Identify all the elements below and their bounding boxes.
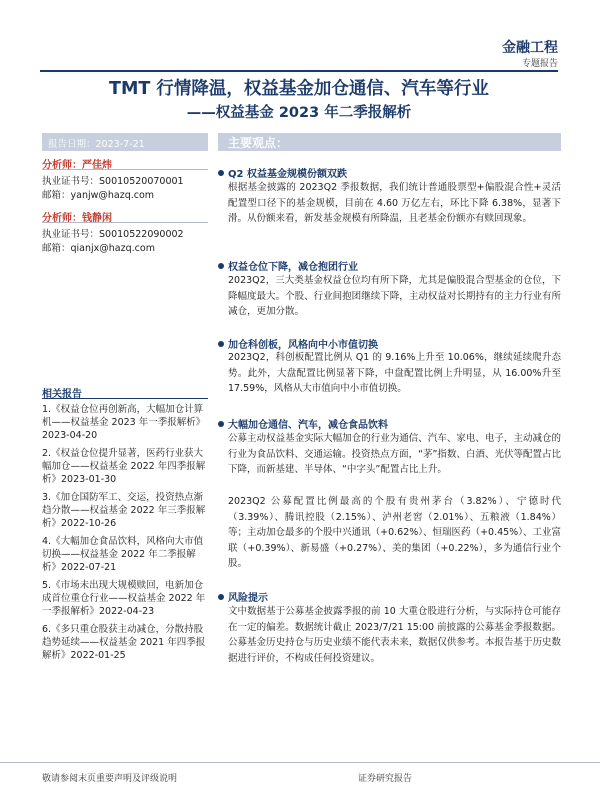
- section-body: 文中数据基于公募基金披露季报的前 10 大重仓股进行分析，与实际持仓可能存在一定的偏差。数据统计截止 2023/7/21 15:00 前披露的公募基金季报数据。公募基金历史持仓与历史业绩不能代表未来，数据仅供参考。本报告基于历史数据进行评价，不构成任何投资建议。: [228, 606, 561, 664]
- section-body: 2023Q2 公募配置比例最高的个股有贵州茅台（3.82%）、宁德时代（3.39%）、腾讯控股（2.15%）、泸州老窖（2.01%）、五粮液（1.84%）等；主动加仓最多的个股中兴通讯（+0.62%）、恒瑞医药（+0.45%）、工业富联（+0.39%）、新易盛（+0.27%）、美的集团（+0.22%），多为通信行业个股。: [228, 496, 561, 569]
- bullet-icon: [218, 263, 224, 269]
- related-report-item[interactable]: 5.《市场未出现大规模赎回，电新加仓成首位重仓行业——权益基金 2022 年一季报解析》2022-04-23: [42, 580, 206, 617]
- related-report-item[interactable]: 6.《多只重仓股获主动减仓，分散持股趋势延续——权益基金 2021 年四季报解析》2022-01-25: [42, 624, 206, 661]
- report-date-bar: [42, 133, 208, 151]
- section-heading: 加仓科创板，风格向中小市值切换: [218, 336, 378, 351]
- key-points-label: 主要观点：: [228, 136, 289, 150]
- footer-label: 证券研究报告: [358, 774, 413, 784]
- header-divider: [40, 70, 558, 72]
- footer-disclaimer: 敬请参阅末页重要声明及评级说明: [42, 774, 178, 784]
- section-body: 2023Q2，科创板配置比例从 Q1 的 9.16%上升至 10.06%，继续延续爬升态势。此外，大盘配置比例显著下降，中盘配置比例上升明显，从 16.00%升至 17.59%，风格从大市值向中小市值切换。: [228, 352, 561, 394]
- related-reports-title: 相关报告: [42, 389, 82, 400]
- footer-divider: [0, 762, 600, 763]
- related-report-item[interactable]: 2.《权益仓位提升显著，医药行业获大幅加仓——权益基金 2022 年四季报解析》2023-01-30: [42, 448, 206, 485]
- section-body: 2023Q2，三大类基金权益仓位均有所下降，尤其是偏股混合型基金的仓位，下降幅度最大。个股、行业间抱团继续下降，主动权益对长期持有的主力行业有所减仓，更加分散。: [228, 275, 561, 317]
- section-heading: Q2 权益基金规模份额双跌: [218, 165, 347, 180]
- analyst-cert: 执业证书号：S0010520070001: [42, 176, 184, 187]
- analyst-divider: [42, 222, 208, 223]
- related-report-item[interactable]: 1.《权益仓位再创新高，大幅加仓计算机——权益基金 2023 年一季报解析》2023-04-20: [42, 404, 206, 441]
- section-heading: 大幅加仓通信、汽车，减仓食品饮料: [218, 416, 388, 431]
- bullet-icon: [218, 594, 224, 600]
- related-reports-divider: [42, 398, 208, 399]
- analyst-email[interactable]: 邮箱：yanjw@hazq.com: [42, 190, 155, 201]
- key-points-bar: [218, 133, 561, 151]
- analyst-cert: 执业证书号：S0010522090002: [42, 229, 184, 240]
- analyst-email[interactable]: 邮箱：qianjx@hazq.com: [42, 243, 155, 254]
- section-heading: 风险提示: [218, 589, 268, 604]
- report-date: 报告日期：2023-7-21: [48, 139, 145, 150]
- section-heading: 权益仓位下降，减仓抱团行业: [218, 258, 358, 273]
- analyst-divider: [42, 169, 208, 170]
- related-report-item[interactable]: 3.《加仓国防军工、交运，投资热点渐趋分散——权益基金 2022 年三季报解析》2022-10-26: [42, 492, 206, 529]
- page-subtitle: ——权益基金 2023 年二季报解析: [186, 105, 412, 121]
- report-type: 专题报告: [521, 59, 558, 69]
- related-reports-list: [42, 403, 208, 667]
- section-body: 根据基金披露的 2023Q2 季报数据，我们统计普通股票型+偏股混合性+灵活配置型口径下的基金规模，目前在 4.60 万亿左右，环比下降 6.38%，显著下滑。从份额来看，新发基金规模有所降温，且老基金份额亦有赎回现象。: [228, 182, 561, 224]
- bullet-icon: [218, 170, 224, 176]
- header-brand: 金融工程: [502, 40, 558, 56]
- bullet-icon: [218, 341, 224, 347]
- analyst-name: 分析师：严佳炜: [42, 160, 112, 171]
- analyst-name: 分析师：钱静闲: [42, 213, 112, 224]
- bullet-icon: [218, 421, 224, 427]
- page-title: TMT 行情降温，权益基金加仓通信、汽车等行业: [109, 79, 489, 99]
- section-body: 公募主动权益基金实际大幅加仓的行业为通信、汽车、家电、电子，主动减仓的行业为食品饮料、交通运输。投资热点方面，“茅”指数、白酒、光伏等配置占比下降，而新基建、半导体、“中字头”配置占比上升。: [228, 433, 561, 475]
- related-report-item[interactable]: 4.《大幅加仓食品饮料，风格向大市值切换——权益基金 2022 年二季报解析》2022-07-21: [42, 536, 204, 573]
